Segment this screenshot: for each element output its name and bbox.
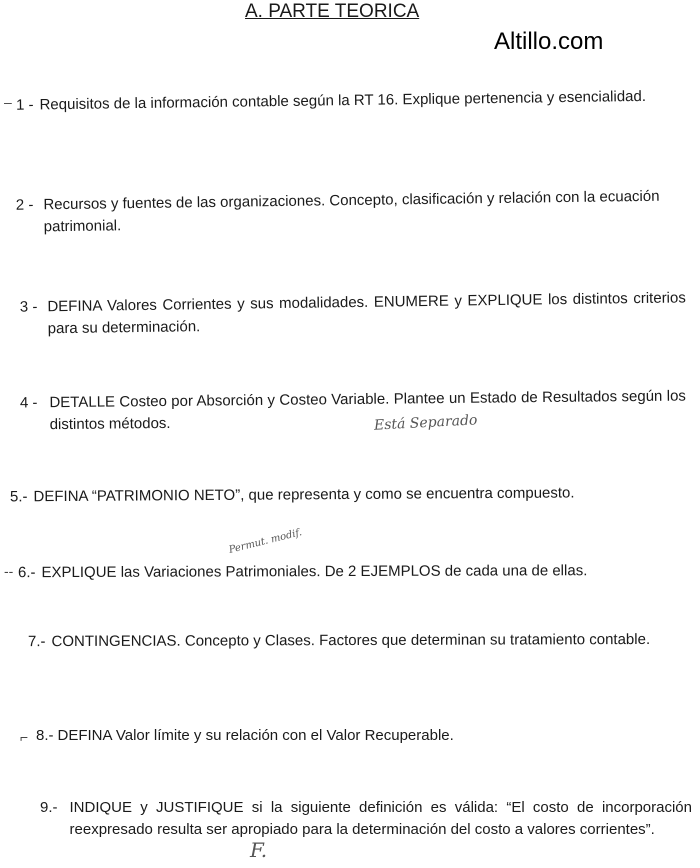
watermark: Altillo.com xyxy=(494,28,604,55)
question-text: Requisitos de la información contable según la RT 16. Explique pertenencia y esencialidad. xyxy=(39,87,647,114)
question-number: 8.- xyxy=(36,727,54,744)
question-text: INDIQUE y JUSTIFIQUE si la siguiente definición es válida: “El costo de incorporación reexpresado resulta ser apropiado para la determinación del costo a valores corrientes”. xyxy=(69,799,692,838)
question-text: DEFINA “PATRIMONIO NETO”, que representa y como se encuentra compuesto. xyxy=(33,484,575,506)
question-number: 2 - xyxy=(15,196,34,214)
question-6 xyxy=(18,560,694,584)
question-number: 6.- xyxy=(17,564,36,582)
question-8 xyxy=(36,725,596,747)
handwritten-note: F. xyxy=(250,838,268,862)
question-number: 4 - xyxy=(19,394,38,412)
question-number: 3 - xyxy=(19,298,38,316)
question-1 xyxy=(16,85,688,116)
handwritten-note: Permut. modif. xyxy=(227,527,304,556)
question-text: DEFINA Valor límite y su relación con el Valor Recuperable. xyxy=(57,727,454,744)
question-2 xyxy=(16,185,689,238)
question-text: Recursos y fuentes de las organizaciones. Concepto, clasificación y relación con la ecuación patrimonial. xyxy=(43,187,660,236)
question-7 xyxy=(28,629,692,653)
question-5 xyxy=(10,482,690,509)
question-number: 9.- xyxy=(40,799,58,816)
question-text: DETALLE Costeo por Absorción y Costeo Variable. Plantee un Estado de Resultados según los distintos métodos. xyxy=(49,387,686,434)
question-number: 1 - xyxy=(15,96,34,114)
question-text: CONTINGENCIAS. Concepto y Clases. Factores que determinan su tratamiento contable. xyxy=(51,630,651,651)
page-title: A. PARTE TEORICA xyxy=(245,1,420,22)
tick-mark-icon: – xyxy=(4,94,12,110)
question-number: 5.- xyxy=(9,488,28,506)
question-4 xyxy=(20,386,686,437)
question-text: DEFINA Valores Corrientes y sus modalidades. ENUMERE y EXPLIQUE los distintos criterios para su determinación. xyxy=(47,289,686,338)
question-text: EXPLIQUE las Variaciones Patrimoniales. De 2 EJEMPLOS de cada una de ellas. xyxy=(41,562,588,582)
handwritten-note: Está Separado xyxy=(373,412,478,434)
question-number: 7.- xyxy=(27,633,46,651)
tick-mark-icon: -- xyxy=(4,563,14,579)
tick-mark-icon: ⌐ xyxy=(20,729,29,745)
question-9 xyxy=(40,797,692,841)
question-3 xyxy=(20,287,687,340)
